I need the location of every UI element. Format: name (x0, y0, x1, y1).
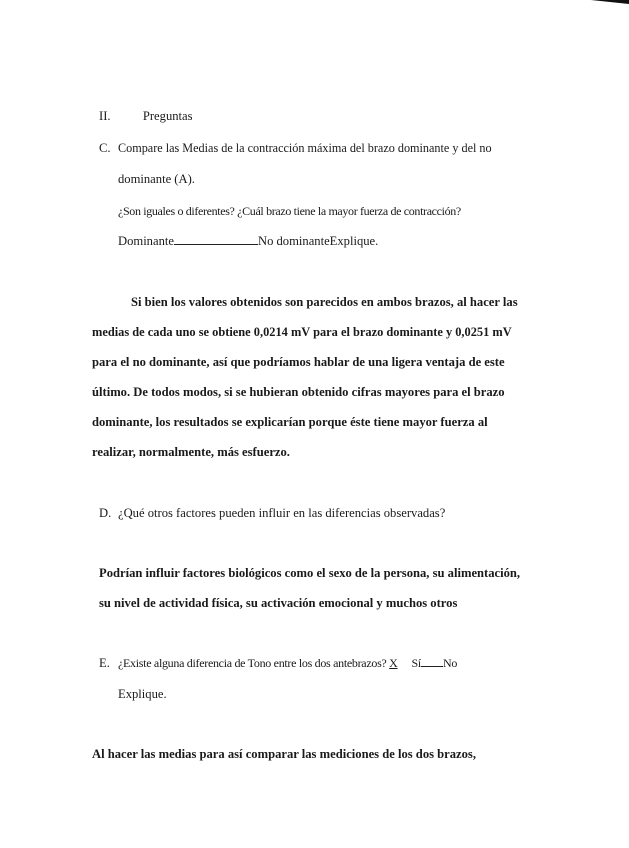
question-c-letter: C. (99, 141, 111, 155)
explain-label: Explique. (329, 234, 379, 248)
question-d-letter: D. (99, 506, 112, 520)
answer-c-line: medias de cada uno se obtiene 0,0214 mV para el brazo dominante y 0,0251 mV (92, 325, 512, 339)
answer-d-line: su nivel de actividad física, su activación emocional y muchos otros (99, 596, 458, 610)
answer-c-line: realizar, normalmente, más esfuerzo. (92, 445, 290, 459)
question-c-subquestion: ¿Son iguales o diferentes? ¿Cuál brazo tiene la mayor fuerza de contracción? (118, 204, 461, 218)
answer-blank (174, 234, 258, 245)
answer-blank (421, 656, 443, 667)
answer-c-line: último. De todos modos, si se hubieran obtenido cifras mayores para el brazo (92, 385, 505, 399)
answer-d-line: Podrían influir factores biológicos como el sexo de la persona, su alimentación, (99, 566, 521, 580)
section-numeral: II. (99, 109, 111, 123)
option-no: No (442, 656, 458, 670)
question-e-text-row (118, 656, 457, 671)
answer-mark: X (389, 656, 398, 670)
section-heading (99, 109, 193, 124)
question-e-letter: E. (99, 656, 110, 670)
question-c-line2: dominante (A). (118, 172, 195, 186)
question-d-text: ¿Qué otros factores pueden influir en las diferencias observadas? (118, 506, 446, 520)
answer-c-line: dominante, los resultados se explicarían porque éste tiene mayor fuerza al (92, 415, 488, 429)
question-c-line1: Compare las Medias de la contracción máxima del brazo dominante y del no (118, 141, 492, 155)
option-yes: Sí (411, 656, 421, 670)
question-e-text: ¿Existe alguna diferencia de Tono entre los dos antebrazos? (118, 656, 387, 670)
answer-c-line: para el no dominante, así que podríamos hablar de una ligera ventaja de este (92, 355, 505, 369)
answer-c-line: Si bien los valores obtenidos son parecidos en ambos brazos, al hacer las (131, 295, 518, 309)
answer-e-line: Al hacer las medias para así comparar las mediciones de los dos brazos, (92, 747, 476, 761)
section-title: Preguntas (142, 109, 193, 123)
question-c-options (118, 234, 378, 249)
scan-edge-mark (571, 0, 629, 4)
option-dominant: Dominante (118, 234, 174, 248)
question-e-explain: Explique. (118, 687, 167, 701)
option-non-dominant: No dominante (257, 234, 330, 248)
